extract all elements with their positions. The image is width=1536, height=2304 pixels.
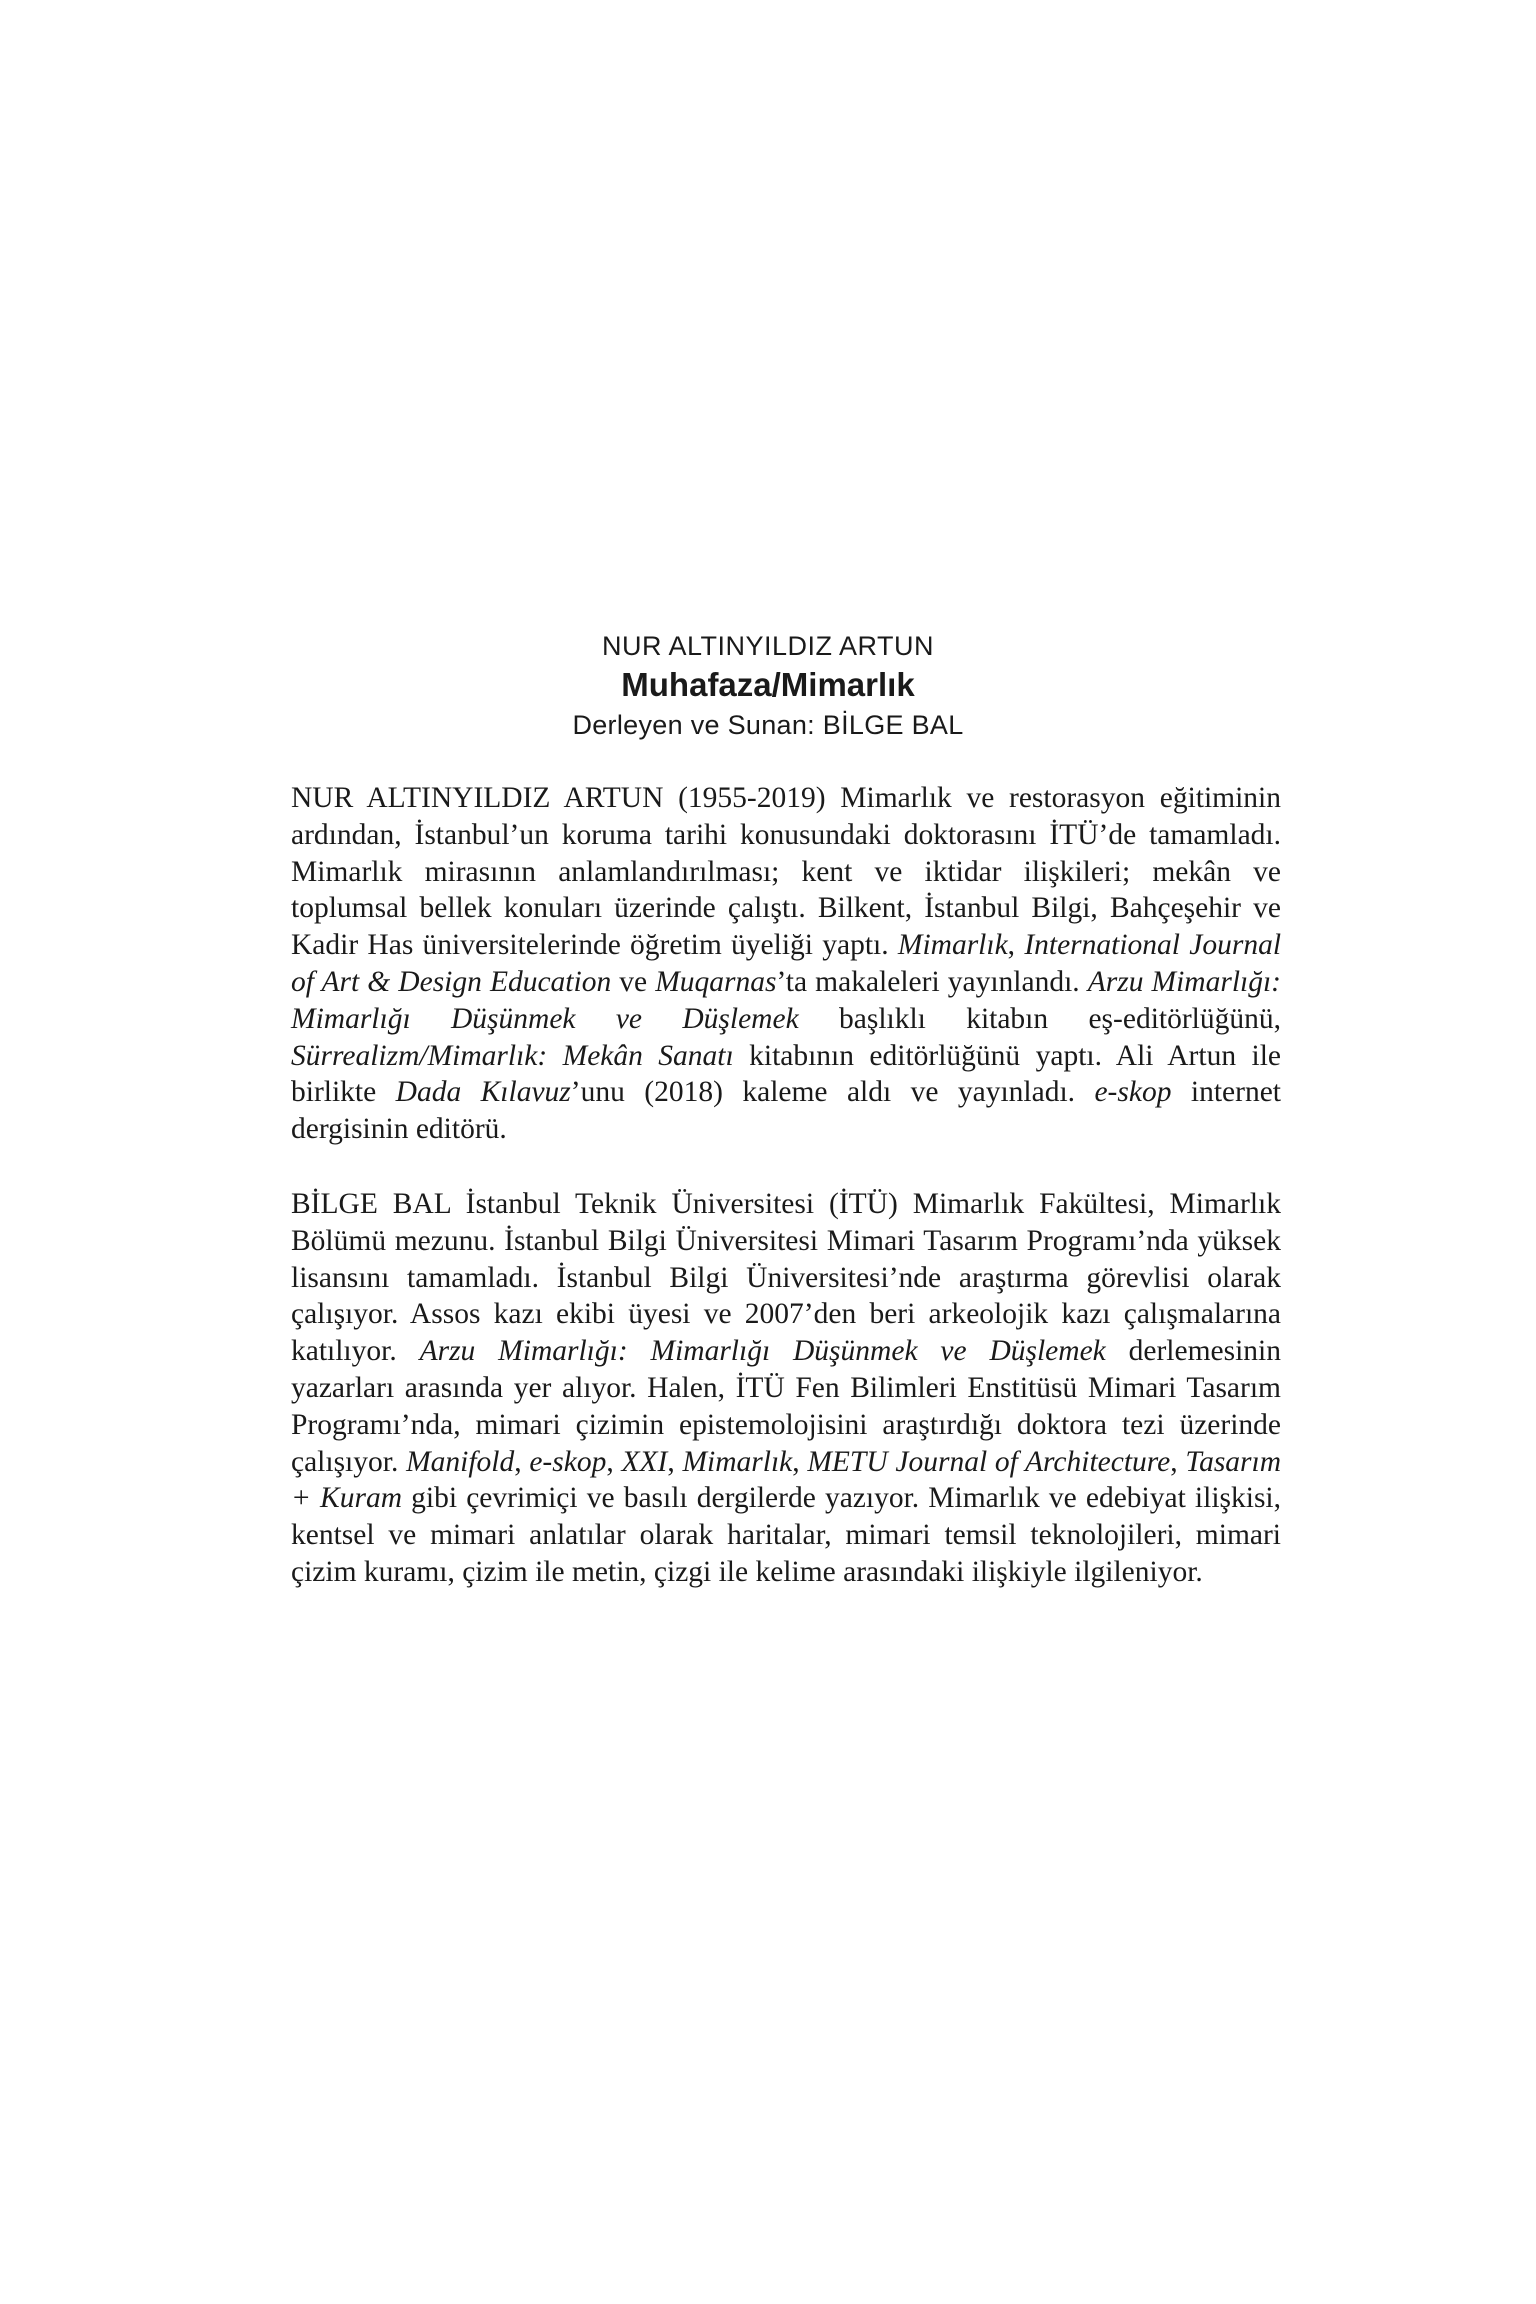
bio-text: , (606, 1445, 622, 1478)
bio-text: derlemesinin yazarları arasında yer alıyor. Halen, İTÜ Fen Bilimleri Enstitüsü Mimari Tasarım Programı’nda, mimari çizimin epistemolojisini araştırdığı doktora tezi üzerinde çalışıyor. (291, 1335, 1281, 1478)
bio-italic-title: XXI (621, 1445, 668, 1478)
bio-text: ’unu (2018) kaleme aldı ve yayınladı. (570, 1076, 1095, 1109)
bio-italic-title: Tasarım + Kuram (291, 1445, 1282, 1515)
bio-italic-title: Muqarnas (655, 965, 777, 998)
bio-text: internet dergisinin editörü. (291, 1076, 1281, 1146)
bio-text: , (1007, 929, 1025, 962)
editor-credit: Derleyen ve Sunan: BİLGE BAL (572, 710, 964, 740)
editor-bio (291, 1186, 1281, 1591)
bio-italic-title: Mimarlık (897, 929, 1008, 962)
author-name: NUR ALTINYILDIZ ARTUN (601, 631, 935, 661)
bio-text: BİLGE BAL İstanbul Teknik Üniversitesi (İTÜ) Mimarlık Fakültesi, Mimarlık Bölümü mezunu. İstanbul Bilgi Üniversitesi Mimari Tasarım Programı’nda yüksek lisansını tamamladı. İstanbul Bilgi Üniversitesi’nde araştırma görevlisi olarak çalışıyor. Assos kazı ekibi üyesi ve 2007’den beri arkeolojik kazı çalışmalarına katılıyor. (291, 1188, 1281, 1368)
bio-italic-title: Arzu Mimarlığı: Mimarlığı Düşünmek ve Düşlemek (291, 965, 1281, 1035)
bio-italic-title: e-skop (1094, 1076, 1172, 1109)
bio-text: ve (611, 965, 656, 998)
bio-italic-title: Manifold (406, 1445, 515, 1478)
bio-italic-title: e-skop (529, 1445, 607, 1478)
bio-text: , (792, 1445, 808, 1478)
bio-text: ’ta makaleleri yayınlandı. (776, 965, 1088, 998)
bio-text: , (1170, 1445, 1186, 1478)
bio-text: , (514, 1445, 530, 1478)
bio-italic-title: Arzu Mimarlığı: Mimarlığı Düşünmek ve Düşlemek (419, 1335, 1106, 1368)
book-title: Muhafaza/Mimarlık (621, 666, 915, 703)
bio-italic-title: Sürrealizm/Mimarlık: Mekân Sanatı (291, 1039, 734, 1072)
bio-text: , (667, 1445, 683, 1478)
bio-italic-title: METU Journal of Architecture (807, 1445, 1171, 1478)
bio-text: başlıklı kitabın eş-editörlüğünü, (798, 1002, 1281, 1035)
bio-text: gibi çevrimiçi ve basılı dergilerde yazıyor. Mimarlık ve edebiyat ilişkisi, kentsel ve mimari anlatılar olarak haritalar, mimari temsil teknolojileri, mimari çizim kuramı, çizim ile metin, çizgi ile kelime arasındaki ilişkiyle ilgileniyor. (291, 1482, 1281, 1588)
bio-text: kitabının editörlüğünü yaptı. Ali Artun ile birlikte (291, 1039, 1281, 1109)
author-bio (291, 780, 1281, 1148)
bio-italic-title: Dada Kılavuz (395, 1076, 571, 1109)
bio-italic-title: International Journal of Art & Design Education (291, 929, 1282, 998)
bio-text: NUR ALTINYILDIZ ARTUN (1955-2019) Mimarlık ve restorasyon eğitiminin ardından, İstanbul’un koruma tarihi konusundaki doktorasını İTÜ’de tamamladı. Mimarlık mirasının anlamlandırılması; kent ve iktidar ilişkileri; mekân ve toplumsal bellek konuları üzerinde çalıştı. Bilkent, İstanbul Bilgi, Bahçeşehir ve Kadir Has üniversitelerinde öğretim üyeliği yaptı. (291, 782, 1281, 962)
book-header (0, 628, 1536, 744)
bio-italic-title: Mimarlık (682, 1445, 793, 1478)
